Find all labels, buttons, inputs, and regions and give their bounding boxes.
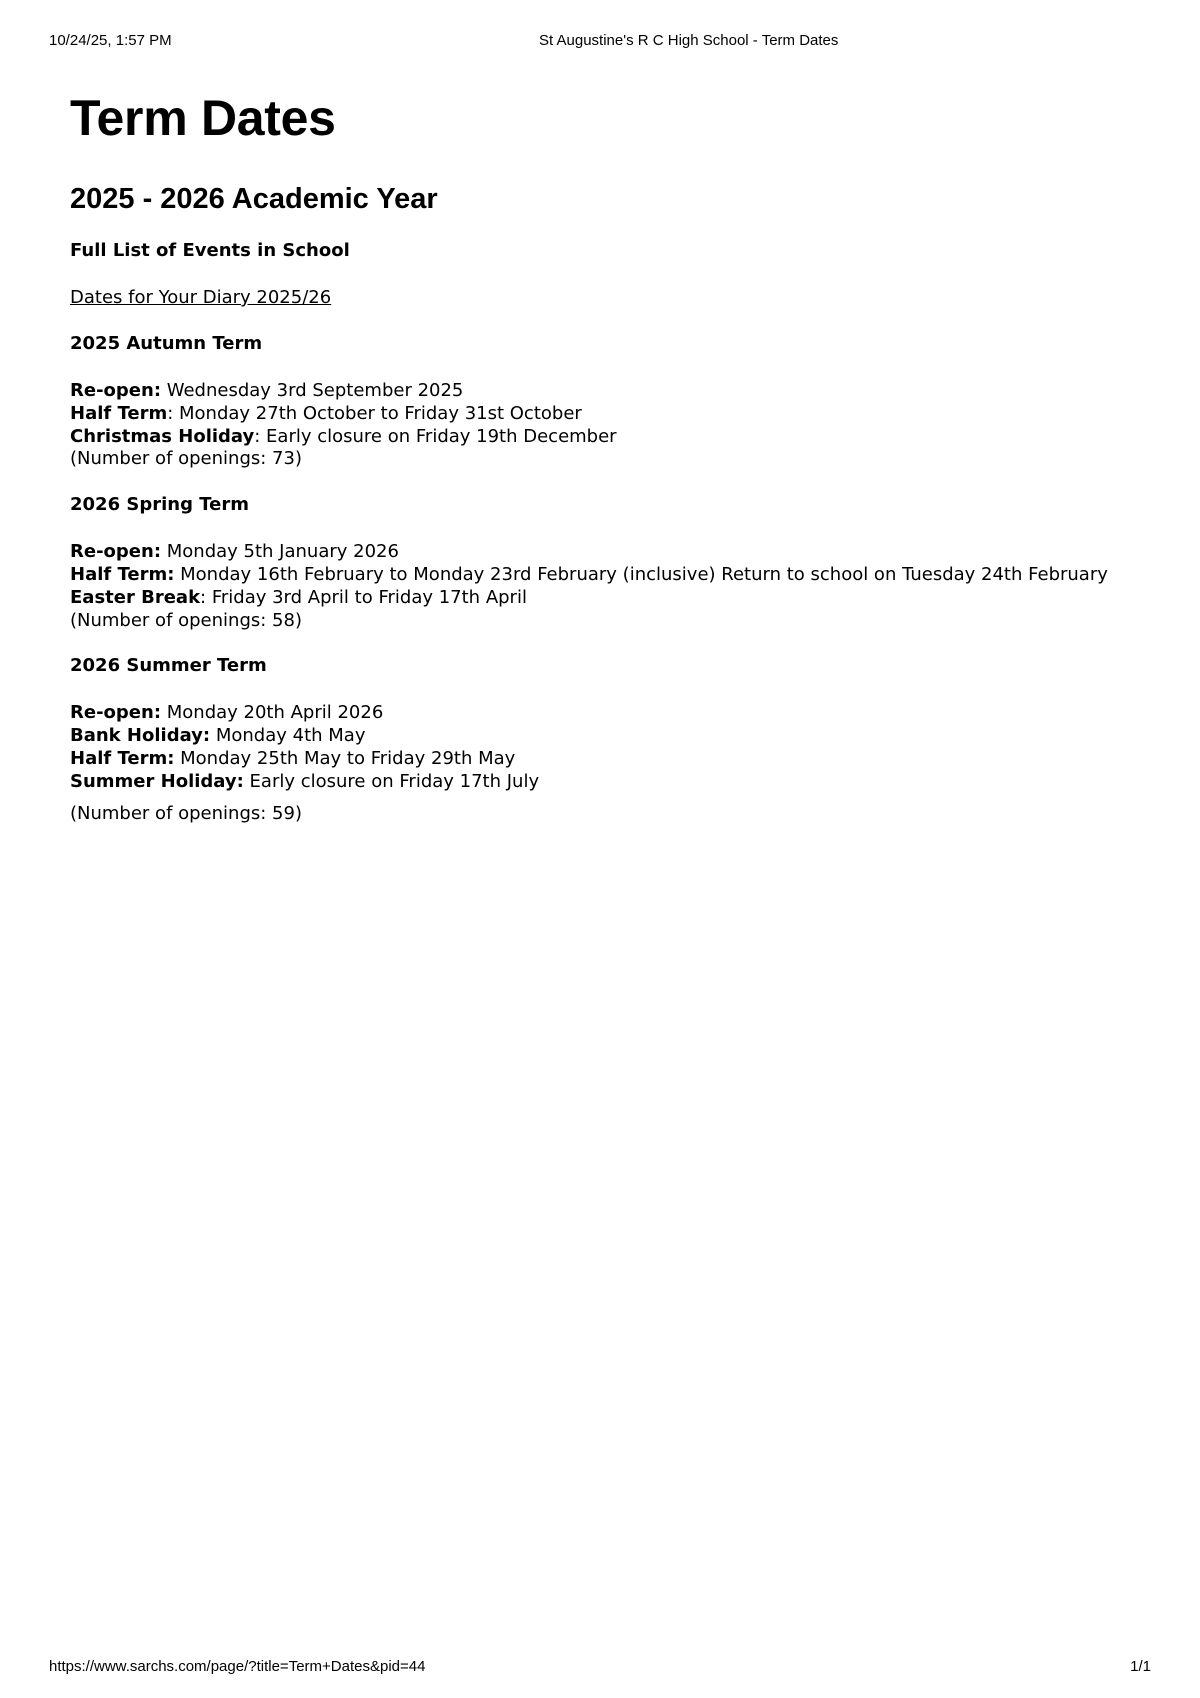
term-entries-spring bbox=[70, 541, 1130, 632]
entry-text: Wednesday 3rd September 2025 bbox=[161, 380, 464, 401]
print-page-title: St Augustine's R C High School - Term Dates bbox=[539, 32, 839, 49]
term-entries-autumn bbox=[70, 380, 1130, 471]
entry-label: Christmas Holiday bbox=[70, 425, 255, 447]
entry-label: Re-open: bbox=[70, 702, 162, 724]
entry-text: Monday 25th May to Friday 29th May bbox=[174, 747, 516, 769]
page-count: 1/1 bbox=[1130, 1658, 1151, 1675]
print-url: https://www.sarchs.com/page/?title=Term+Dates&pid=44 bbox=[49, 1658, 426, 1675]
page-title: Term Dates bbox=[70, 90, 336, 146]
term-entry bbox=[70, 403, 1130, 426]
events-heading: Full List of Events in School bbox=[70, 240, 350, 261]
entry-text: Early closure on Friday 17th July bbox=[243, 770, 540, 792]
term-entry bbox=[70, 541, 1130, 564]
entry-label: Half Term bbox=[70, 402, 168, 424]
print-datetime: 10/24/25, 1:57 PM bbox=[49, 32, 172, 49]
entry-text: (Number of openings: 73) bbox=[70, 448, 302, 470]
entry-text: Monday 16th February to Monday 23rd February (inclusive) Return to school on Tuesday 24th February bbox=[174, 563, 1108, 585]
diary-dates-link[interactable]: Dates for Your Diary 2025/26 bbox=[70, 287, 332, 308]
academic-year-heading: 2025 - 2026 Academic Year bbox=[70, 183, 438, 215]
term-entry bbox=[70, 426, 1130, 449]
main-content bbox=[70, 84, 1130, 825]
entry-text: : Friday 3rd April to Friday 17th April bbox=[200, 586, 527, 608]
term-entry bbox=[70, 448, 1130, 471]
entry-label: Re-open: bbox=[70, 541, 162, 563]
print-footer bbox=[49, 1656, 1151, 1678]
entry-text: : Monday 27th October to Friday 31st October bbox=[167, 402, 582, 424]
term-entry bbox=[70, 587, 1130, 610]
term-entry bbox=[70, 610, 1130, 633]
term-entry bbox=[70, 702, 1130, 725]
term-heading-summer: 2026 Summer Term bbox=[70, 655, 267, 677]
term-heading-autumn: 2025 Autumn Term bbox=[70, 333, 263, 354]
entry-label: Half Term: bbox=[70, 563, 175, 585]
term-entries-summer bbox=[70, 702, 1130, 793]
summer-openings-count: (Number of openings: 59) bbox=[70, 802, 302, 824]
term-heading-spring: 2026 Spring Term bbox=[70, 494, 249, 516]
print-header bbox=[49, 30, 1151, 52]
entry-label: Easter Break bbox=[70, 586, 201, 608]
entry-text: Monday 5th January 2026 bbox=[161, 541, 399, 563]
entry-label: Half Term: bbox=[70, 747, 175, 769]
entry-text: (Number of openings: 58) bbox=[70, 609, 302, 631]
entry-text: Monday 4th May bbox=[210, 725, 366, 747]
term-entry bbox=[70, 725, 1130, 748]
term-entry bbox=[70, 564, 1130, 587]
term-entry bbox=[70, 748, 1130, 771]
entry-label: Summer Holiday: bbox=[70, 770, 244, 792]
entry-text: Monday 20th April 2026 bbox=[161, 702, 384, 724]
term-entry bbox=[70, 380, 1130, 403]
entry-label: Bank Holiday: bbox=[70, 725, 211, 747]
entry-text: : Early closure on Friday 19th December bbox=[254, 425, 617, 447]
term-entry bbox=[70, 771, 1130, 794]
entry-label: Re-open: bbox=[70, 380, 162, 401]
